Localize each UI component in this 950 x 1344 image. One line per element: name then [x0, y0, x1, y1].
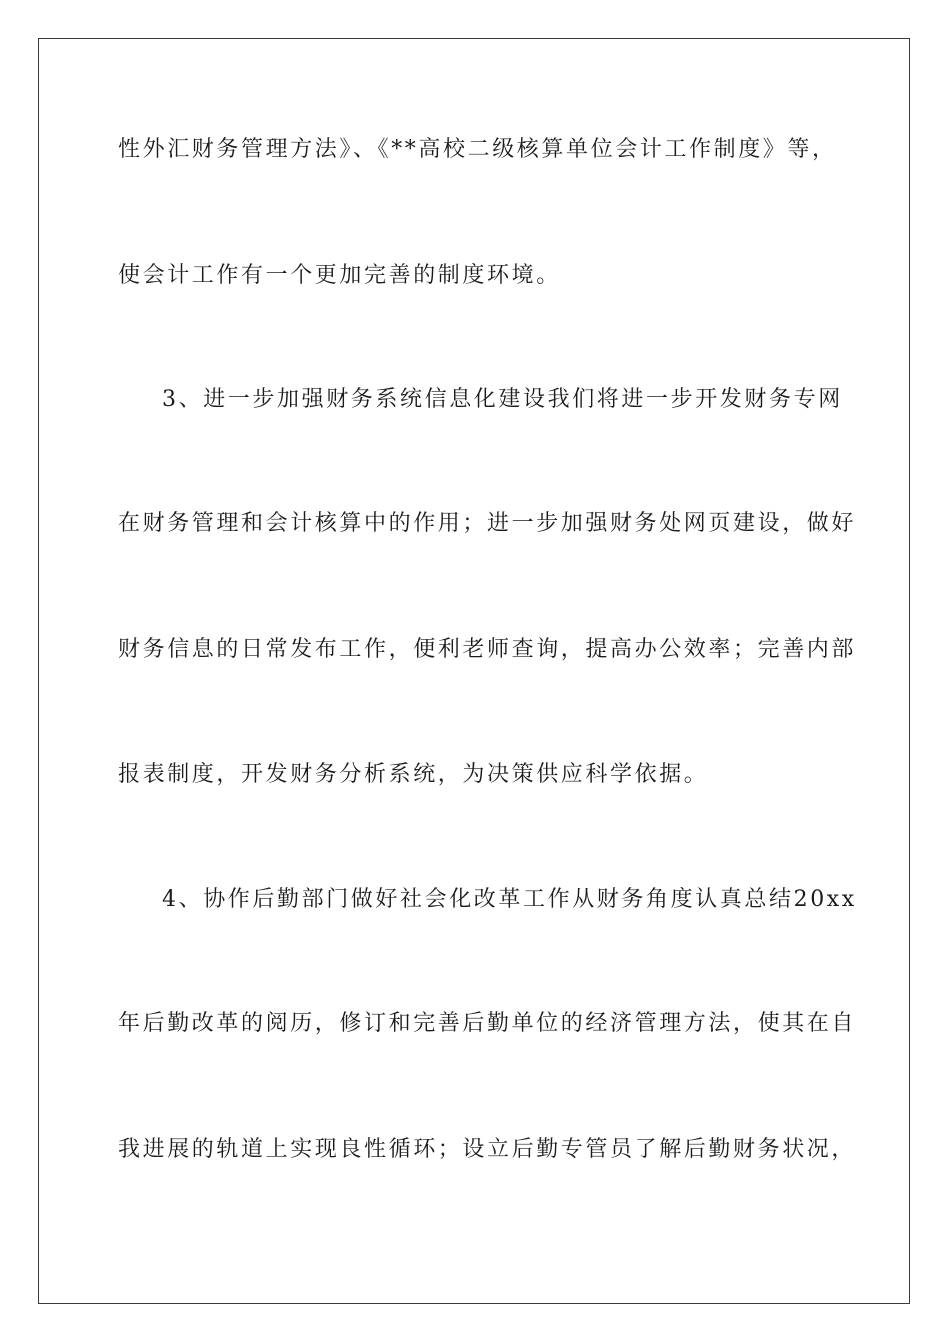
text-line: 性外汇财务管理方法》、《**高校二级核算单位会计工作制度》等，	[118, 137, 837, 162]
text-line: 我进展的轨道上实现良性循环；设立后勤专管员了解后勤财务状况，	[118, 1137, 857, 1162]
page-border	[38, 38, 910, 1304]
text-line: 财务信息的日常发布工作，便利老师查询，提高办公效率；完善内部	[118, 637, 857, 662]
paragraph-start: 3、进一步加强财务系统信息化建设我们将进一步开发财务专网	[162, 387, 843, 412]
paragraph-start: 4、协作后勤部门做好社会化改革工作从财务角度认真总结20xx	[162, 887, 857, 912]
text-line: 年后勤改革的阅历，修订和完善后勤单位的经济管理方法，使其在自	[118, 1011, 857, 1036]
text-line: 在财务管理和会计核算中的作用；进一步加强财务处网页建设，做好	[118, 511, 857, 536]
text-line: 报表制度，开发财务分析系统，为决策供应科学依据。	[118, 762, 709, 787]
text-line: 使会计工作有一个更加完善的制度环境。	[118, 263, 561, 288]
